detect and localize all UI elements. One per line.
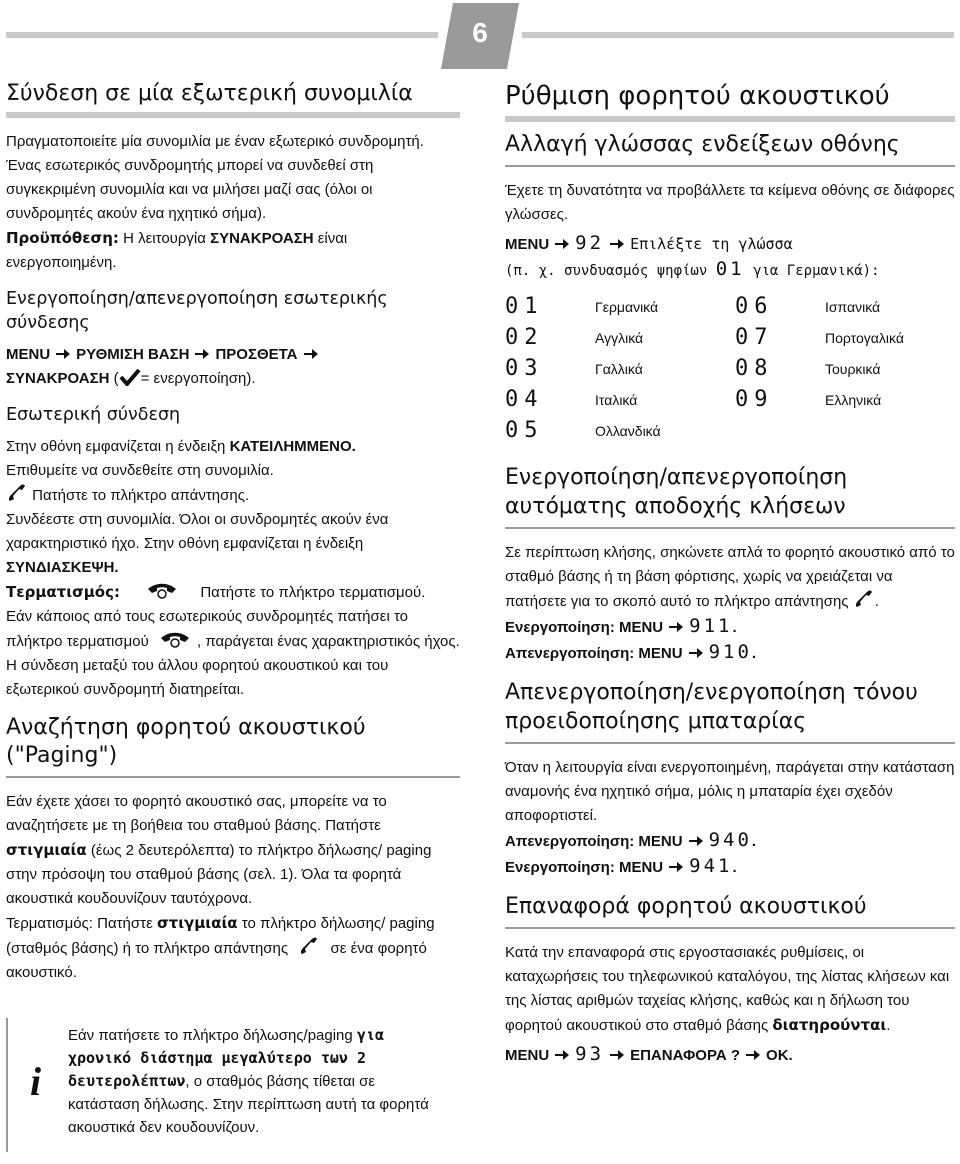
battery-off-code: 940: [708, 829, 752, 851]
info-note: [6, 1018, 448, 1152]
language-code-item: 09: [735, 387, 774, 412]
right-column: [505, 80, 955, 1068]
conference-title: Σύνδεση σε μία εξωτερική συνομιλία: [6, 81, 413, 106]
talk-key-icon: [6, 483, 28, 503]
arrow-right-icon: [610, 1049, 624, 1061]
paging-title-line2: ("Paging"): [6, 743, 118, 768]
talk-key-icon: [853, 589, 875, 609]
section-rule: [505, 927, 955, 929]
prereq-mode: ΣΥΝΑΚΡΟΑΣΗ: [210, 230, 314, 247]
end-label: Τερματισμός:: [6, 583, 120, 601]
internal-line1-text: Στην οθόνη εμφανίζεται η ένδειξη: [6, 438, 226, 455]
language-list: [505, 293, 955, 445]
language-code-item: 01: [505, 294, 544, 319]
prereq-text-b: είναι ενεργοποιημένη.: [6, 230, 348, 271]
reset-title: Επαναφορά φορητού ακουστικού: [505, 894, 867, 919]
reset-menu: MENU: [505, 1047, 550, 1064]
arrow-right-icon: [689, 835, 703, 847]
language-name-item: Ελληνικά: [825, 392, 882, 408]
section-rule: [505, 165, 955, 167]
language-code-item: 03: [505, 356, 544, 381]
header-rule-right: [522, 32, 954, 38]
menu-label: MENU: [505, 236, 550, 253]
language-name-item: Πορτογαλικά: [825, 330, 904, 346]
reset-text-a: Κατά την επαναφορά στις εργοστασιακές ρυθμίσεις, οι καταχωρήσεις του τηλεφωνικού καταλόγου, της λίστας κλήσεων και της λίστας αριθμών ταχείας κλήσης, καθώς και η δήλωση του φορητού ακουστικού στο σταθμό βάσης: [505, 944, 950, 1034]
battery-off-label: Απενεργοποίηση: MENU: [505, 833, 683, 850]
battery-title: Απενεργοποίηση/ενεργοποίηση τόνου προειδοποίησης μπαταρίας: [505, 680, 918, 734]
autoanswer-on: Ενεργοποίηση: MENU 911.: [505, 615, 737, 637]
language-intro: Έχετε τη δυνατότητα να προβάλλετε τα κείμενα οθόνης σε διάφορες γλώσσες.: [505, 182, 955, 223]
example-code: 01: [715, 258, 745, 280]
autoanswer-off-code: 910: [708, 641, 752, 663]
page-number-tab: [441, 3, 519, 69]
autoanswer-on-code: 911: [689, 615, 733, 637]
battery-text: Όταν η λειτουργία είναι ενεργοποιημένη, παράγεται στην κατάσταση αναμονής ένα ηχητικό σήμα, μόλις η μπαταρία έχει σχεδόν αποφορτιστεί.: [505, 759, 955, 824]
internal-title: Εσωτερική σύνδεση: [6, 405, 181, 425]
menu-step: MENU: [6, 346, 51, 363]
example-text-b: για Γερμανικά):: [753, 263, 880, 279]
page-number: 6: [472, 17, 488, 48]
example-text-a: (π. χ. συνδυασμός ψηφίων: [505, 263, 708, 279]
internal-line4-text: Συνδέεστε στη συνομιλία. Όλοι οι συνδρομητές ακούν ένα χαρακτηριστικό ήχο. Στην οθόνη εμφανίζεται η ένδειξη: [6, 511, 389, 552]
prereq-label: Προϋπόθεση:: [6, 229, 119, 247]
autoanswer-off: Απενεργοποίηση: MENU 910.: [505, 641, 757, 663]
language-name-item: Ιταλικά: [595, 392, 638, 408]
reset-confirm: ΕΠΑΝΑΦΟΡΑ ?: [630, 1047, 741, 1064]
arrow-right-icon: [689, 647, 703, 659]
paging-p1-b: (έως 2 δευτερόλεπτα) το πλήκτρο δήλωσης/ paging στην πρόσοψη του σταθμού βάσης (σελ. 1). Όλα τα φορητά ακουστικά κουδουνίζουν ταυτόχρονα.: [6, 842, 432, 907]
language-name-item: Γαλλικά: [595, 361, 643, 377]
menu-step-extras: ΠΡΟΣΘΕΤΑ: [215, 346, 298, 363]
paging-paragraph-1: [6, 790, 460, 911]
paging-p1-bold: στιγμιαία: [6, 841, 87, 859]
internal-line3-text: Πατήστε το πλήκτρο απάντησης.: [32, 487, 250, 504]
autoanswer-text: Σε περίπτωση κλήσης, σηκώνετε απλά το φορητό ακουστικό από το σταθμό βάσης ή τη βάση φόρτισης, χωρίς να χρειάζεται να πατήσετε για το σκοπό αυτό το πλήκτρο απάντησης .: [505, 544, 955, 610]
header-rule-left: [6, 32, 438, 38]
reset-ok: OK.: [766, 1047, 793, 1064]
paging-p2-a: Τερματισμός: Πατήστε: [6, 915, 153, 932]
conference-intro: Πραγματοποιείτε μία συνομιλία με έναν εξωτερικό συνδρομητή. Ένας εσωτερικός συνδρομητής μπορεί να συνδεθεί στη συγκεκριμένη συνομιλία και να μιλήσει μαζί σας (όλοι οι συνδρομητές ακούν ένα ηχητικό σήμα).: [6, 133, 424, 222]
language-name-item: Γερμανικά: [595, 299, 659, 315]
battery-on: Ενεργοποίηση: MENU 941.: [505, 855, 737, 877]
language-code-item: 08: [735, 356, 774, 381]
select-language-text: Επιλέξτε τη γλώσσα: [630, 235, 793, 253]
note-text-b: , ο σταθμός βάσης τίθεται σε κατάσταση δήλωσης. Στην περίπτωση αυτή τα φορητά ακουστικά δεν κουδουνίζουν.: [68, 1073, 429, 1136]
language-code-item: 05: [505, 418, 544, 443]
arrow-right-icon: [56, 348, 70, 360]
note-text-a: Εάν πατήσετε το πλήκτρο δήλωσης/paging: [68, 1027, 353, 1044]
check-text: = ενεργοποίηση).: [140, 370, 256, 387]
language-code-item: 04: [505, 387, 544, 412]
language-name-item: Ισπανικά: [825, 299, 881, 315]
language-name-item: Ολλανδικά: [595, 423, 661, 439]
language-menu-path: [505, 231, 955, 257]
language-name-item: Αγγλικά: [595, 330, 644, 346]
conference-prerequisite: [6, 226, 460, 275]
info-icon: i: [30, 1059, 42, 1104]
section-rule: [6, 112, 460, 118]
language-code-item: 06: [735, 294, 774, 319]
toggle-title: Ενεργοποίηση/απενεργοποίηση εσωτερικής σύνδεσης: [6, 289, 388, 333]
internal-line3: [6, 483, 460, 508]
arrow-right-icon: [304, 348, 318, 360]
autoanswer-title: Ενεργοποίηση/απενεργοποίηση αυτόματης αποδοχής κλήσεων: [505, 465, 848, 519]
end-text: Πατήστε το πλήκτρο τερματισμού.: [200, 584, 426, 601]
paging-p2-c: σε ένα φορητό ακουστικό.: [6, 940, 427, 981]
arrow-right-icon: [555, 238, 569, 250]
toggle-menu-path: [6, 343, 460, 391]
end-key-icon: [155, 629, 195, 649]
arrow-right-icon: [195, 348, 209, 360]
autoanswer-text-body: Σε περίπτωση κλήσης, σηκώνετε απλά το φορητό ακουστικό από το σταθμό βάσης ή τη βάση φόρτισης, χωρίς να χρειάζεται να πατήσετε για το σκοπό αυτό το πλήκτρο απάντησης: [505, 544, 955, 610]
language-example: [505, 257, 955, 283]
internal-para-a: Εάν κάποιος από τους εσωτερικούς συνδρομητές πατήσει το πλήκτρο τερματισμού: [6, 608, 409, 650]
paren-open: (: [113, 370, 119, 387]
arrow-right-icon: [610, 238, 624, 250]
battery-on-code: 941: [689, 855, 733, 877]
autoanswer-off-label: Απενεργοποίηση: MENU: [505, 645, 683, 662]
menu-step-conference: ΣΥΝΑΚΡΟΑΣΗ: [6, 370, 110, 387]
language-title: Αλλαγή γλώσσας ενδείξεων οθόνης: [505, 132, 900, 157]
paging-title: [6, 714, 460, 770]
paging-p2-bold: στιγμιαία: [156, 914, 238, 932]
end-key-icon: [142, 580, 182, 600]
paging-p2-b: το πλήκτρο δήλωσης/ paging (σταθμός βάσης) ή το πλήκτρο απάντησης: [6, 915, 435, 957]
internal-end-paragraph: [6, 605, 460, 702]
autoanswer-on-label: Ενεργοποίηση: MENU: [505, 619, 664, 636]
busy-label: ΚΑΤΕΙΛΗΜΜΕΝΟ.: [229, 438, 356, 455]
section-rule: [505, 527, 955, 529]
prereq-text-a: Η λειτουργία: [123, 230, 206, 247]
section-rule: [505, 116, 955, 122]
arrow-right-icon: [555, 1049, 569, 1061]
battery-off: Απενεργοποίηση: MENU 940.: [505, 829, 757, 851]
paging-p1-a: Εάν έχετε χάσει το φορητό ακουστικό σας, μπορείτε να το αναζητήσετε με τη βοήθεια του σταθμού βάσης. Πατήστε: [6, 793, 387, 834]
arrow-right-icon: [669, 621, 683, 633]
internal-para-b: , παράγεται ένας χαρακτηριστικός ήχος. Η σύνδεση μεταξύ του άλλου φορητού ακουστικού και του εξωτερικού συνδρομητή διατηρείται.: [6, 633, 460, 698]
handset-settings-title: Ρύθμιση φορητού ακουστικού: [505, 81, 890, 111]
left-column: [6, 80, 460, 985]
language-code: 92: [575, 232, 605, 254]
arrow-right-icon: [669, 861, 683, 873]
reset-text: Κατά την επαναφορά στις εργοστασιακές ρυθμίσεις, οι καταχωρήσεις του τηλεφωνικού καταλόγου, της λίστας κλήσεων και της λίστας αριθμών ταχείας κλήσης, καθώς και η δήλωση του φορητού ακουστικού στο σταθμό βάσης διατηρούνται.: [505, 944, 950, 1034]
reset-text-bold: διατηρούνται: [772, 1016, 887, 1034]
note-text-bold: για χρονικό διάστημα μεγαλύτερο των 2 δευτερολέπτων: [68, 1026, 385, 1090]
reset-menu-path: [505, 1042, 955, 1068]
paging-paragraph-2: [6, 911, 460, 985]
info-note-text: [68, 1024, 448, 1139]
section-rule: [505, 742, 955, 744]
internal-line1: [6, 435, 460, 459]
arrow-right-icon: [746, 1049, 760, 1061]
internal-line2: Επιθυμείτε να συνδεθείτε στη συνομιλία.: [6, 462, 274, 479]
language-code-item: 02: [505, 325, 544, 350]
section-rule: [6, 776, 460, 778]
language-name-item: Τουρκικά: [825, 361, 881, 377]
check-icon: [119, 368, 141, 386]
end-call-line: [6, 580, 460, 605]
paging-title-line1: Αναζήτηση φορητού ακουστικού: [6, 715, 366, 740]
language-code-item: 07: [735, 325, 774, 350]
conference-label: ΣΥΝΔΙΑΣΚΕΨΗ.: [6, 559, 119, 576]
battery-on-label: Ενεργοποίηση: MENU: [505, 859, 664, 876]
talk-key-icon: [298, 936, 320, 956]
reset-code: 93: [575, 1043, 605, 1065]
internal-line4: [6, 508, 460, 580]
menu-step-base-settings: ΡΥΘΜΙΣΗ ΒΑΣΗ: [76, 346, 190, 363]
